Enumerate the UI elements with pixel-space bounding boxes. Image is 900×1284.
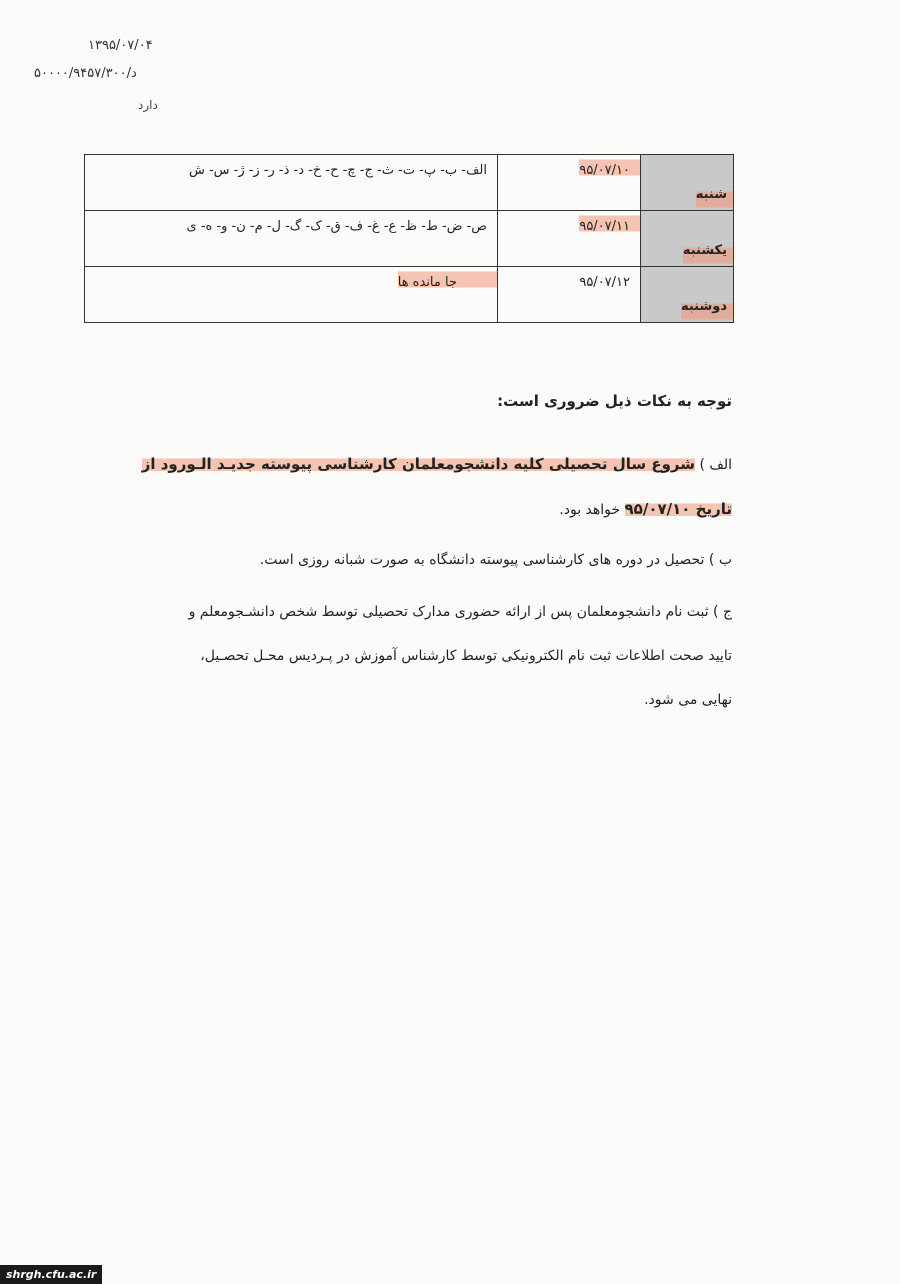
schedule-date-cell: [498, 211, 641, 267]
letter-number: د/۵۰۰۰۰/۹۴۵۷/۳۰۰: [34, 66, 137, 81]
schedule-date: ۹۵/۰۷/۱۰: [579, 155, 640, 178]
note-item-b: ب ) تحصیل در دوره های کارشناسی پیوسته دانشگاه به صورت شبانه روزی است.: [259, 552, 732, 568]
schedule-date: ۹۵/۰۷/۱۲: [579, 275, 630, 290]
schedule-row: [85, 211, 734, 267]
note-c-line-1: ج ) ثبت نام دانشجومعلمان پس از ارائه حضوری مدارک تحصیلی توسط شخص دانشـجومعلم و: [188, 604, 732, 620]
registration-schedule-table: [84, 154, 734, 323]
schedule-day-cell: [641, 211, 734, 267]
schedule-date-cell: [498, 267, 641, 323]
note-a-bold-date: تاریخ ۹۵/۰۷/۱۰: [624, 500, 732, 518]
schedule-date-cell: [498, 155, 641, 211]
site-watermark: shrgh.cfu.ac.ir: [0, 1265, 102, 1284]
note-c-line-3: نهایی می شود.: [644, 692, 732, 708]
note-item-a: [92, 442, 732, 532]
notes-title: توجه به نکات ذیل ضروری است:: [497, 392, 732, 410]
schedule-day: دوشنبه: [681, 299, 733, 322]
notes-section: [92, 392, 732, 722]
schedule-letters: جا مانده ها: [398, 267, 497, 290]
schedule-row: [85, 155, 734, 211]
letter-attachment: دارد: [138, 98, 158, 112]
schedule-row: [85, 267, 734, 323]
schedule-day: یکشنبه: [683, 243, 733, 266]
schedule-day-cell: [641, 155, 734, 211]
schedule-letters-cell: [85, 267, 498, 323]
note-c-line-2: تایید صحت اطلاعات ثبت نام الکترونیکی توسط کارشناس آموزش در پـردیس محـل تحصـیل،: [200, 648, 732, 664]
schedule-letters: الف- ب- پ- ت- ث- ج- چ- ح- خ- د- ذ- ر- ز- ژ- س- ش: [188, 163, 487, 178]
schedule-letters-cell: [85, 155, 498, 211]
note-a-prefix: الف ): [699, 457, 732, 473]
letter-date: ۱۳۹۵/۰۷/۰۴: [88, 38, 153, 53]
note-a-suffix: خواهد بود.: [559, 502, 621, 518]
schedule-letters: ص- ض- ط- ظ- ع- غ- ف- ق- ک- گ- ل- م- ن- و- ه- ی: [186, 219, 487, 234]
note-item-c: [92, 590, 732, 722]
schedule-letters-cell: [85, 211, 498, 267]
schedule-day-cell: [641, 267, 734, 323]
note-a-bold-line: شروع سال تحصیلی کلیه دانشجومعلمان کارشناسی پیوسته جدیـد الـورود از: [141, 455, 695, 473]
schedule-date: ۹۵/۰۷/۱۱: [579, 211, 640, 234]
schedule-day: شنبه: [696, 187, 733, 210]
